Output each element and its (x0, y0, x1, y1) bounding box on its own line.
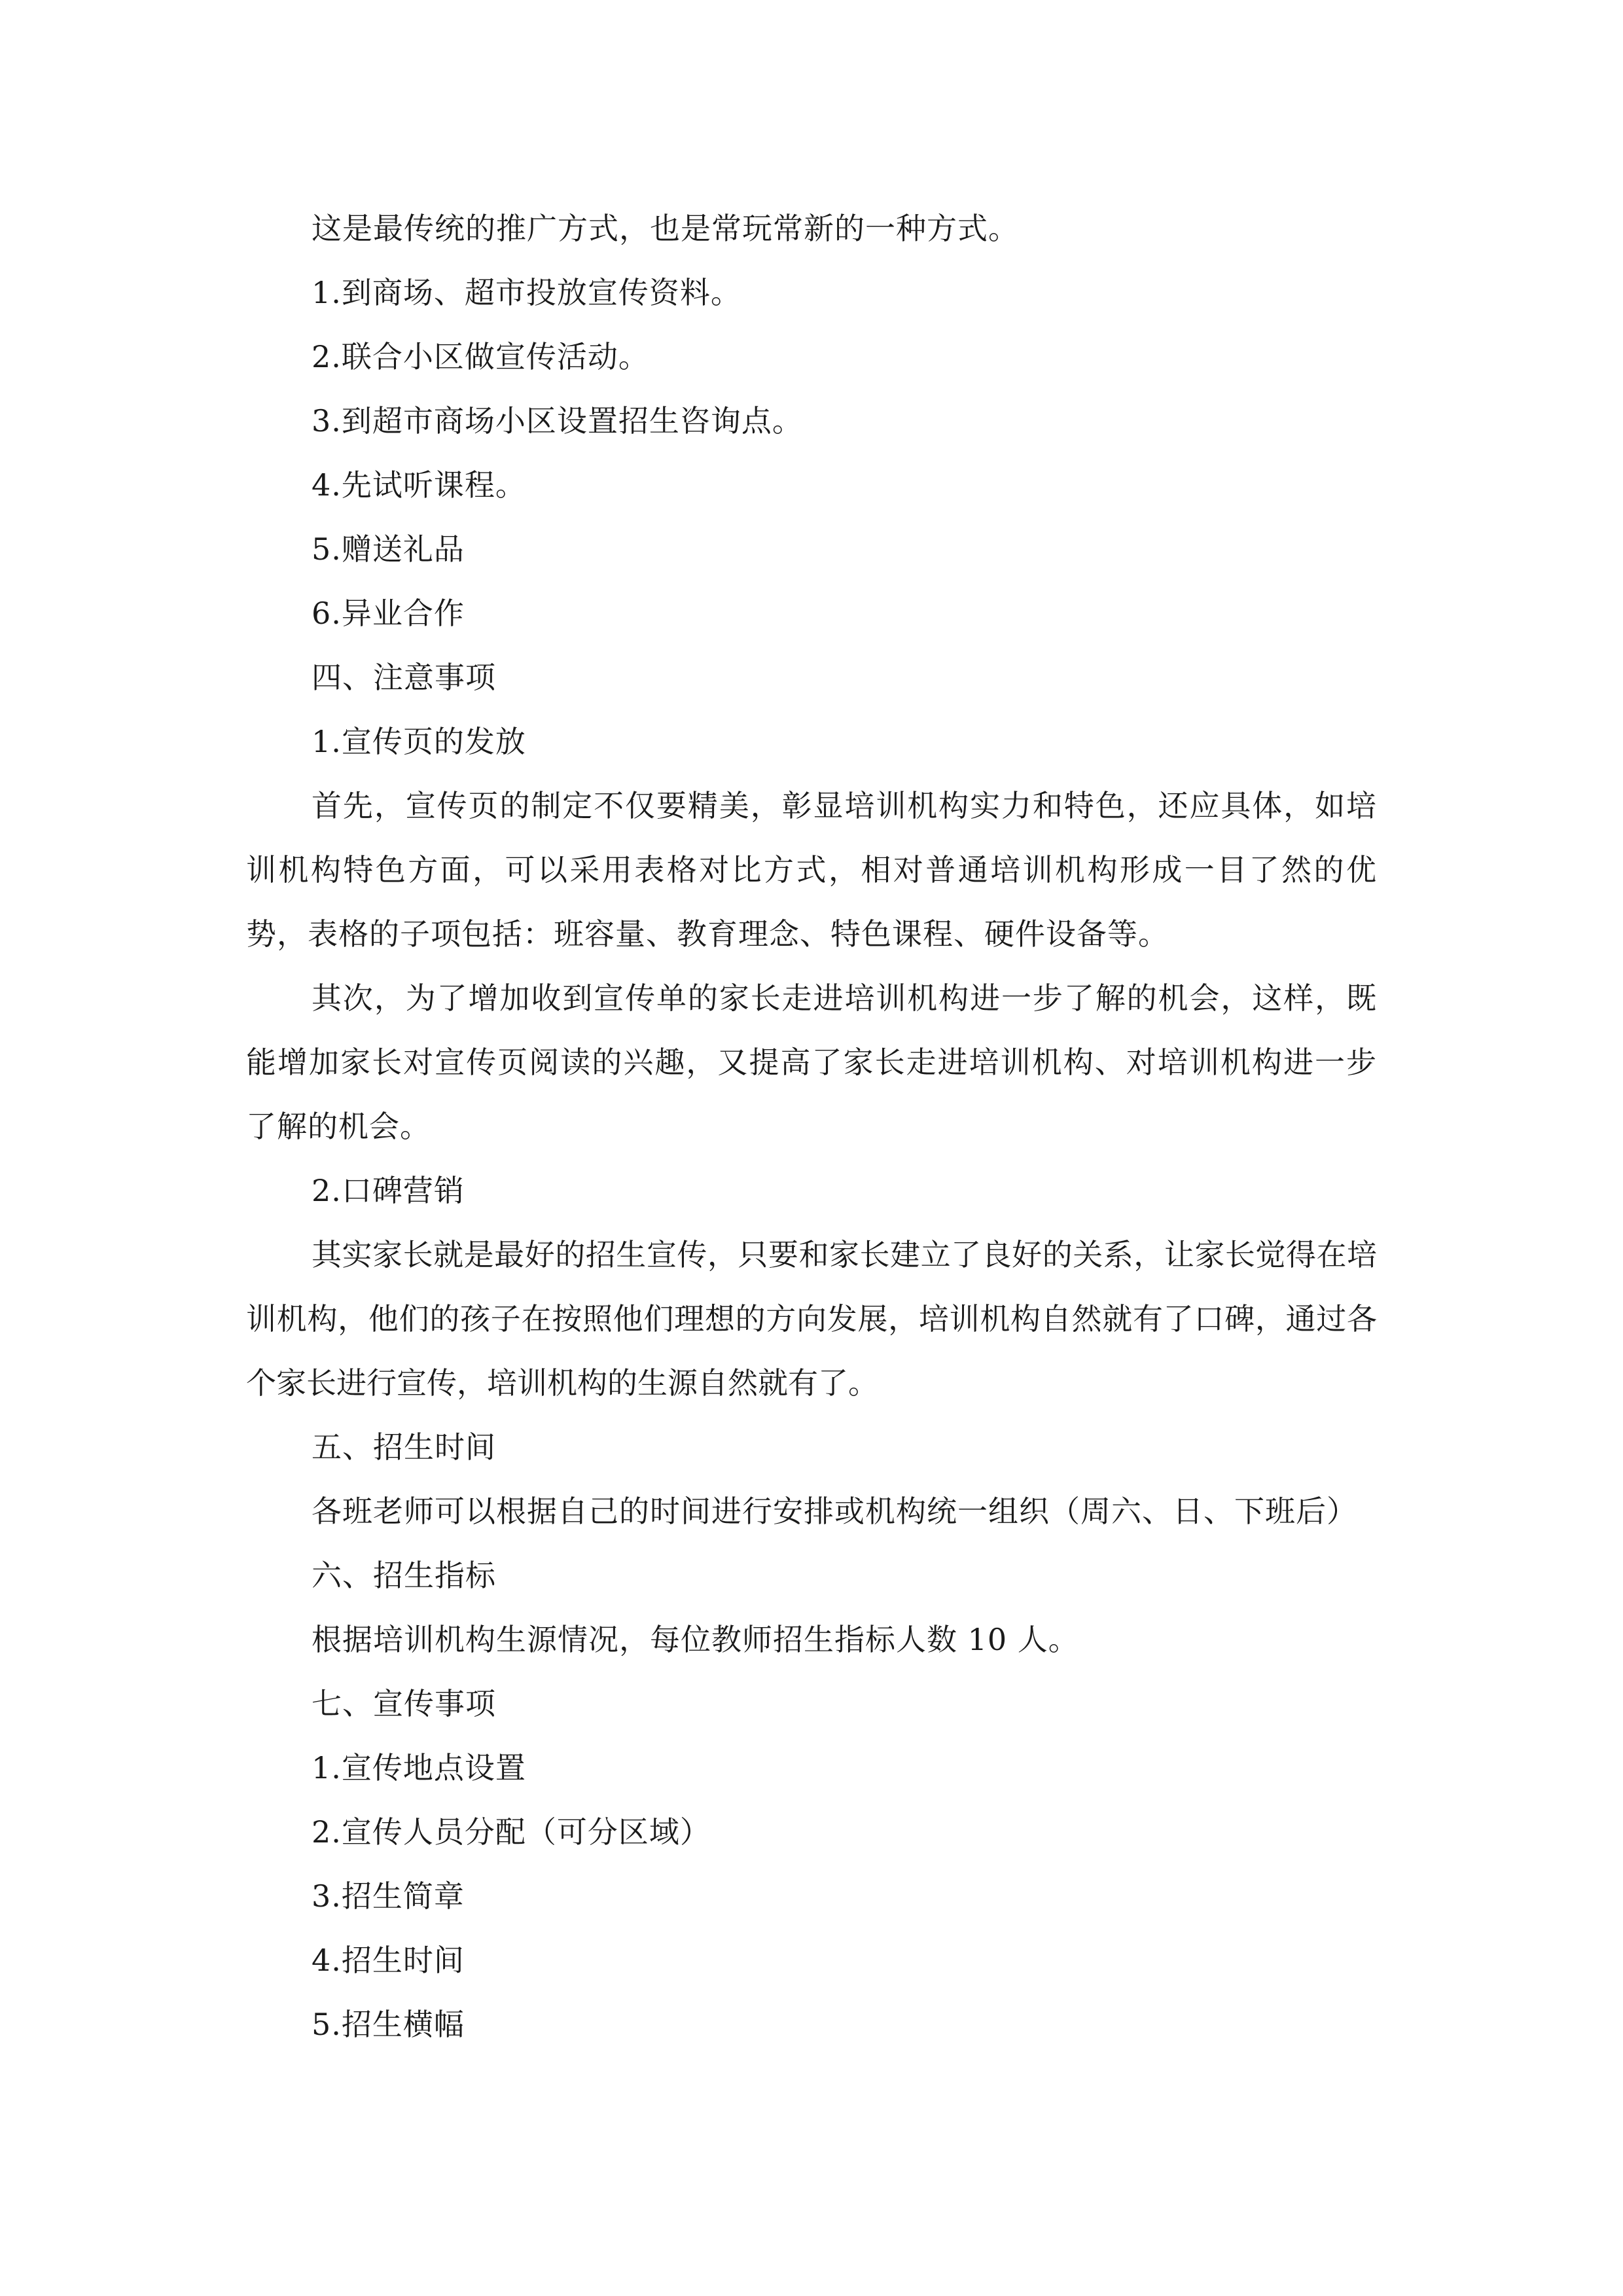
document-body (246, 196, 1377, 2056)
list-item: 4.招生时间 (312, 1943, 465, 1978)
list-item: 3.到超市商场小区设置招生咨询点。 (312, 403, 803, 439)
list-item: 6.异业合作 (312, 596, 465, 631)
list-item: 5.赠送礼品 (312, 531, 465, 567)
paragraph-second: 其次，为了增加收到宣传单的家长走进培训机构进一步了解的机会，这样，既能增加家长对宣传页阅读的兴趣，又提高了家长走进培训机构、对培训机构进一步了解的机会。 (246, 980, 1377, 1144)
list-item: 1.到商场、超市投放宣传资料。 (312, 275, 741, 310)
time-text: 各班老师可以根据自己的时间进行安排或机构统一组织（周六、日、下班后） (312, 1494, 1357, 1529)
list-item: 3.招生简章 (312, 1878, 465, 1914)
paragraph-first: 首先，宣传页的制定不仅要精美，彰显培训机构实力和特色，还应具体，如培训机构特色方面，可以采用表格对比方式，相对普通培训机构形成一目了然的优势，表格的子项包括：班容量、教育理念、特色课程、硬件设备等。 (246, 788, 1377, 952)
list-item: 1.宣传地点设置 (312, 1750, 526, 1785)
list-item: 5.招生横幅 (312, 2007, 465, 2042)
list-item: 2.联合小区做宣传活动。 (312, 339, 649, 374)
list-item: 4.先试听课程。 (312, 467, 526, 503)
target-text: 根据培训机构生源情况，每位教师招生指标人数 10 人。 (312, 1622, 1079, 1657)
section-heading: 七、宣传事项 (312, 1686, 496, 1721)
paragraph-word-of-mouth: 其实家长就是最好的招生宣传，只要和家长建立了良好的关系，让家长觉得在培训机构，他们的孩子在按照他们理想的方向发展，培训机构自然就有了口碑，通过各个家长进行宣传，培训机构的生源自然就有了。 (246, 1237, 1377, 1401)
subsection-heading: 2.口碑营销 (312, 1173, 465, 1208)
section-heading: 四、注意事项 (312, 660, 496, 695)
intro-line: 这是最传统的推广方式，也是常玩常新的一种方式。 (312, 211, 1019, 246)
section-heading: 六、招生指标 (312, 1558, 496, 1593)
list-item: 2.宣传人员分配（可分区域） (312, 1814, 711, 1850)
subsection-heading: 1.宣传页的发放 (312, 724, 526, 759)
section-heading: 五、招生时间 (312, 1429, 496, 1465)
